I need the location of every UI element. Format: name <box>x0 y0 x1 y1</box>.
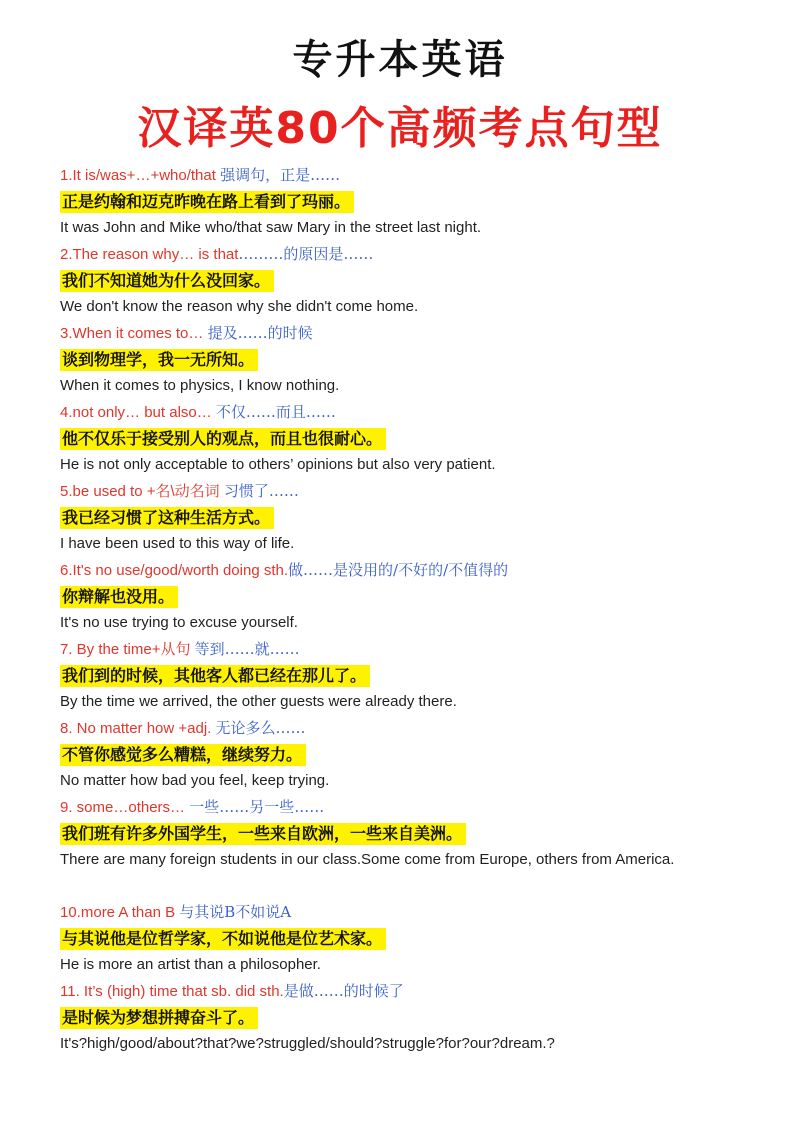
pattern-english: 11. It’s (high) time that sb. did sth. <box>60 983 284 1000</box>
pattern-chinese: ………的原因是…… <box>238 245 374 263</box>
pattern-heading <box>60 715 760 741</box>
pattern-chinese: 做……是没用的/不好的/不值得的 <box>288 561 509 579</box>
pattern-heading <box>60 978 760 1004</box>
sentence-pattern-list <box>60 162 760 1057</box>
pattern-english: 8. No matter how +adj. <box>60 720 216 737</box>
pattern-english: 5.be used to +名\动名词 <box>60 483 224 500</box>
english-translation: He is not only acceptable to others’ opinions but also very patient. <box>60 456 496 473</box>
list-item <box>60 557 760 636</box>
pattern-chinese: 无论多么…… <box>215 719 306 737</box>
list-item <box>60 399 760 478</box>
list-item <box>60 478 760 557</box>
chinese-sentence: 我们班有许多外国学生，一些来自欧洲，一些来自美洲。 <box>60 823 466 845</box>
english-translation: I have been used to this way of life. <box>60 535 295 552</box>
chinese-sentence: 是时候为梦想拼搏奋斗了。 <box>60 1007 258 1029</box>
pattern-english: 9. some…others… <box>60 799 190 816</box>
pattern-chinese: 一些……另一些…… <box>189 798 325 816</box>
pattern-chinese: 不仅……而且…… <box>215 403 336 421</box>
pattern-english: 10.more A than B <box>60 904 180 921</box>
chinese-sentence: 谈到物理学，我一无所知。 <box>60 349 258 371</box>
page-subtitle: 汉译英80个高频考点句型 <box>137 103 663 154</box>
pattern-heading <box>60 478 760 504</box>
pattern-heading <box>60 636 760 662</box>
pattern-english: 1.It is/was+…+who/that <box>60 167 221 184</box>
english-translation: We don't know the reason why she didn't come home. <box>60 298 419 315</box>
pattern-heading <box>60 899 760 925</box>
english-translation: There are many foreign students in our class.Some come from Europe, others from America. <box>60 851 675 868</box>
chinese-sentence: 正是约翰和迈克昨晚在路上看到了玛丽。 <box>60 191 354 213</box>
pattern-chinese: 提及……的时候 <box>207 324 313 342</box>
english-translation: It was John and Mike who/that saw Mary in the street last night. <box>60 219 482 236</box>
chinese-sentence: 我们到的时候，其他客人都已经在那儿了。 <box>60 665 370 687</box>
english-translation: When it comes to physics, I know nothing. <box>60 377 340 394</box>
english-translation: No matter how bad you feel, keep trying. <box>60 772 330 789</box>
pattern-heading <box>60 557 760 583</box>
list-item <box>60 320 760 399</box>
pattern-english: 2.The reason why… is that <box>60 246 239 263</box>
pattern-english: 7. By the time+从句 <box>60 641 195 658</box>
english-translation: By the time we arrived, the other guests were already there. <box>60 693 457 710</box>
english-translation: It's no use trying to excuse yourself. <box>60 614 298 631</box>
english-translation: It's?high/good/about?that?we?struggled/should?struggle?for?our?dream.? <box>60 1035 555 1052</box>
list-item <box>60 241 760 320</box>
pattern-chinese: 与其说B不如说A <box>179 903 292 921</box>
chinese-sentence: 你辩解也没用。 <box>60 586 178 608</box>
page-title: 专升本英语 <box>292 37 508 83</box>
chinese-sentence: 我们不知道她为什么没回家。 <box>60 270 274 292</box>
pattern-heading <box>60 320 760 346</box>
pattern-chinese: 是做……的时候了 <box>283 982 404 1000</box>
chinese-sentence: 不管你感觉多么糟糕，继续努力。 <box>60 744 306 766</box>
pattern-chinese: 等到……就…… <box>194 640 300 658</box>
pattern-english: 6.It's no use/good/worth doing sth. <box>60 562 289 579</box>
list-item <box>60 978 760 1057</box>
list-item <box>60 636 760 715</box>
pattern-english: 3.When it comes to… <box>60 325 208 342</box>
list-item <box>60 162 760 241</box>
chinese-sentence: 与其说他是位哲学家，不如说他是位艺术家。 <box>60 928 386 950</box>
pattern-english: 4.not only… but also… <box>60 404 216 421</box>
chinese-sentence: 他不仅乐于接受别人的观点，而且也很耐心。 <box>60 428 386 450</box>
pattern-heading <box>60 794 760 820</box>
chinese-sentence: 我已经习惯了这种生活方式。 <box>60 507 274 529</box>
pattern-heading <box>60 241 760 267</box>
pattern-chinese: 习惯了…… <box>223 482 299 500</box>
list-item <box>60 794 760 899</box>
pattern-heading <box>60 399 760 425</box>
english-translation: He is more an artist than a philosopher. <box>60 956 321 973</box>
list-item <box>60 899 760 978</box>
pattern-chinese: 强调句，正是…… <box>220 166 341 184</box>
list-item <box>60 715 760 794</box>
pattern-heading <box>60 162 760 188</box>
